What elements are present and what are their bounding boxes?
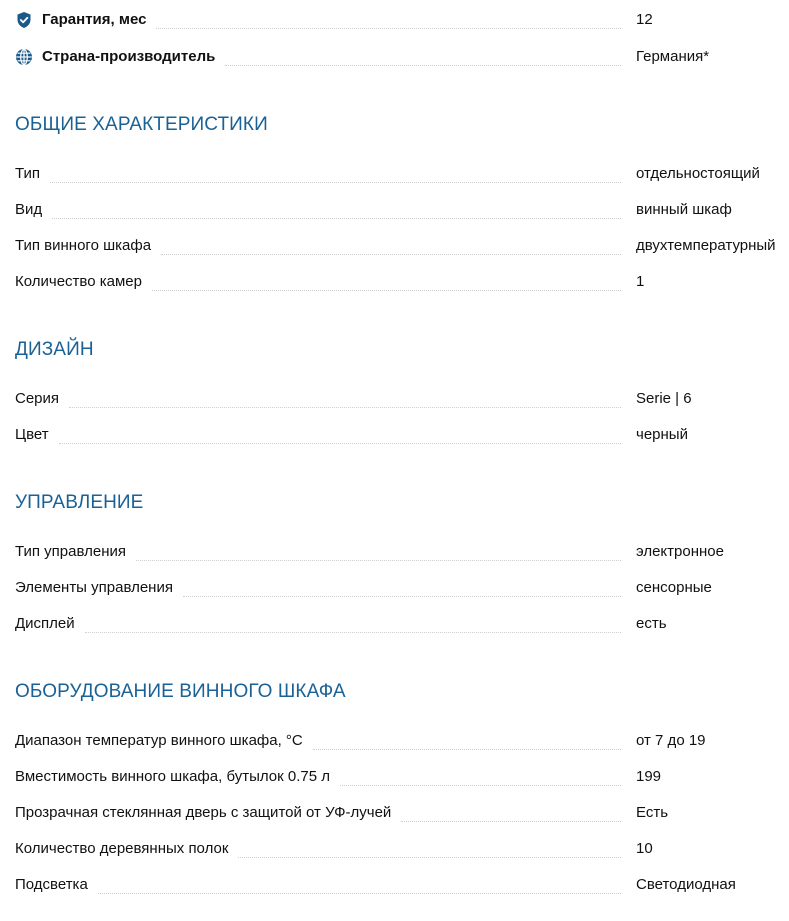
spec-value: Светодиодная: [636, 876, 736, 893]
spec-label: Элементы управления: [15, 579, 173, 596]
spec-label: Вместимость винного шкафа, бутылок 0.75 л: [15, 768, 330, 785]
spec-row-warranty: [15, 10, 789, 30]
dotted-leader: [401, 809, 621, 822]
spec-row: [15, 875, 789, 895]
spec-row: [15, 578, 789, 598]
spec-value: винный шкаф: [636, 201, 732, 218]
globe-icon: [15, 48, 33, 66]
spec-row: [15, 803, 789, 823]
spec-value: есть: [636, 615, 667, 632]
spec-row: [15, 164, 789, 184]
section-title-control: УПРАВЛЕНИЕ: [15, 492, 144, 513]
dotted-leader: [225, 53, 621, 66]
spec-value: от 7 до 19: [636, 732, 706, 749]
spec-row-country: [15, 47, 789, 67]
dotted-leader: [85, 620, 621, 633]
spec-label: Вид: [15, 201, 43, 218]
spec-label: Количество деревянных полок: [15, 840, 229, 857]
section-title-design: ДИЗАЙН: [15, 339, 94, 360]
spec-value: отдельностоящий: [636, 165, 760, 182]
dotted-leader: [136, 548, 621, 561]
dotted-leader: [313, 737, 621, 750]
spec-row: [15, 839, 789, 859]
spec-label: Дисплей: [15, 615, 75, 632]
dotted-leader: [152, 278, 621, 291]
spec-label: [15, 10, 146, 30]
spec-row: [15, 236, 789, 256]
spec-label: Цвет: [15, 426, 49, 443]
spec-label: Прозрачная стеклянная дверь с защитой от УФ-лучей: [15, 804, 392, 821]
spec-label: Диапазон температур винного шкафа, °C: [15, 732, 303, 749]
dotted-leader: [161, 242, 621, 255]
spec-row: [15, 389, 789, 409]
spec-value: электронное: [636, 543, 724, 560]
spec-label: Тип винного шкафа: [15, 237, 152, 254]
warranty-label: Гарантия, мес: [42, 11, 147, 28]
spec-row: [15, 614, 789, 634]
spec-value: Есть: [636, 804, 669, 821]
spec-value: двухтемпературный: [636, 237, 776, 254]
spec-row: [15, 425, 789, 445]
spec-label: Тип управления: [15, 543, 126, 560]
spec-row: [15, 767, 789, 787]
spec-value: черный: [636, 426, 688, 443]
country-label: Страна-производитель: [42, 48, 216, 65]
dotted-leader: [340, 773, 621, 786]
spec-label: Подсветка: [15, 876, 88, 893]
spec-value: 1: [636, 273, 645, 290]
dotted-leader: [59, 431, 621, 444]
dotted-leader: [98, 881, 621, 894]
spec-label: [15, 47, 215, 67]
spec-row: [15, 272, 789, 292]
warranty-value: 12: [636, 11, 653, 28]
spec-label: Количество камер: [15, 273, 142, 290]
section-title-equipment: ОБОРУДОВАНИЕ ВИННОГО ШКАФА: [15, 681, 346, 702]
country-value: Германия*: [636, 48, 710, 65]
spec-row: [15, 542, 789, 562]
spec-value: 10: [636, 840, 653, 857]
dotted-leader: [50, 170, 621, 183]
spec-label: Серия: [15, 390, 60, 407]
spec-value: сенсорные: [636, 579, 712, 596]
spec-value: 199: [636, 768, 662, 785]
dotted-leader: [52, 206, 621, 219]
section-title-general: ОБЩИЕ ХАРАКТЕРИСТИКИ: [15, 114, 268, 135]
dotted-leader: [183, 584, 621, 597]
spec-value: Serie | 6: [636, 390, 692, 407]
shield-check-icon: [15, 11, 33, 29]
dotted-leader: [156, 16, 621, 29]
spec-row: [15, 731, 789, 751]
dotted-leader: [69, 395, 621, 408]
spec-row: [15, 200, 789, 220]
spec-label: Тип: [15, 165, 41, 182]
dotted-leader: [238, 845, 621, 858]
